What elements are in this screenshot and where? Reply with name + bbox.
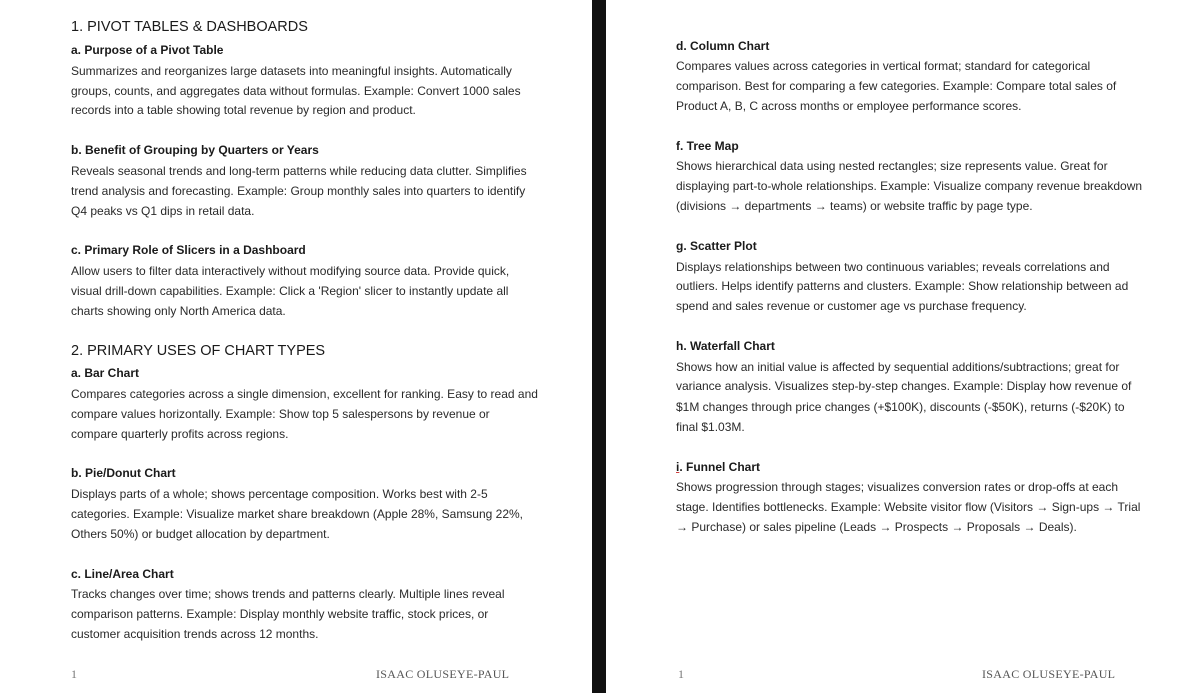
item-heading-line-area-chart: c. Line/Area Chart (71, 567, 174, 581)
item-heading-pie-chart: b. Pie/Donut Chart (71, 466, 176, 480)
section-heading-chart-types: 2. PRIMARY USES OF CHART TYPES (71, 343, 326, 359)
paragraph-line: charts showing only North America data. (71, 304, 286, 318)
item-heading-funnel-chart (676, 460, 760, 474)
document-page-left (0, 0, 592, 693)
paragraph-line: Displays parts of a whole; shows percentage composition. Works best with 2-5 (71, 487, 488, 501)
document-page-right (606, 0, 1200, 693)
paragraph-line: trend analysis and forecasting. Example: Group monthly sales into quarters to identify (71, 184, 526, 198)
paragraph-line: displaying part-to-whole relationships. Example: Visualize company revenue breakdown (676, 179, 1143, 193)
paragraph-line: variance analysis. Visualizes step-by-step changes. Example: Display how revenue of (676, 379, 1132, 393)
paragraph-line: Displays relationships between two continuous variables; reveals correlations and (676, 260, 1110, 274)
paragraph-line: categories. Example: Visualize market share breakdown (Apple 28%, Samsung 22%, (71, 507, 524, 521)
paragraph-line: Reveals seasonal trends and long-term patterns while reducing data clutter. Simplifies (71, 164, 527, 178)
paragraph-line: outliers. Helps identify patterns and clusters. Example: Show relationship between ad (676, 279, 1129, 293)
paragraph-line: Tracks changes over time; shows trends and patterns clearly. Multiple lines reveal (71, 587, 505, 601)
paragraph-line: compare quarterly profits across regions. (71, 427, 289, 441)
paragraph-line: final $1.03M. (676, 420, 745, 434)
item-heading-waterfall-chart: h. Waterfall Chart (676, 339, 775, 353)
paragraph-line: Product A, B, C across months or employee performance scores. (676, 99, 1022, 113)
paragraph-line: Compares values across categories in vertical format; standard for categorical (676, 59, 1091, 73)
paragraph-line: Shows progression through stages; visualizes conversion rates or drop-offs at each (676, 480, 1119, 494)
page-divider (592, 0, 606, 693)
item-heading-slicers: c. Primary Role of Slicers in a Dashboard (71, 243, 306, 257)
paragraph-line: spend and sales revenue or customer age vs purchase frequency. (676, 299, 1027, 313)
paragraph-line: Summarizes and reorganizes large datasets into meaningful insights. Automatically (71, 64, 512, 78)
paragraph-line: $1M changes through price changes (+$100K), discounts (-$50K), returns (-$20K) to (676, 400, 1125, 414)
paragraph-line: groups, counts, and aggregates data without formulas. Example: Convert 1000 sales (71, 84, 521, 98)
paragraph-line: customer acquisition trends across 12 months. (71, 627, 319, 641)
footer-page-number: 1 (678, 667, 684, 681)
paragraph-line: compare values horizontally. Example: Show top 5 salespersons by revenue or (71, 407, 490, 421)
item-heading-purpose-pivot-table: a. Purpose of a Pivot Table (71, 43, 224, 57)
paragraph-line: Shows hierarchical data using nested rectangles; size represents value. Great for (676, 159, 1108, 173)
item-heading-column-chart: d. Column Chart (676, 39, 770, 53)
paragraph-line: comparison. Best for comparing a few categories. Example: Compare total sales of (676, 79, 1117, 93)
paragraph-line: (divisions → departments → teams) or website traffic by page type. (676, 199, 1033, 213)
footer-author: ISAAC OLUSEYE-PAUL (982, 667, 1116, 681)
paragraph-line: → Purchase) or sales pipeline (Leads → Prospects → Proposals → Deals). (676, 520, 1077, 534)
item-heading-scatter-plot: g. Scatter Plot (676, 239, 757, 253)
paragraph-line: comparison patterns. Example: Display monthly website traffic, stock prices, or (71, 607, 489, 621)
paragraph-line: Q4 peaks vs Q1 dips in retail data. (71, 204, 255, 218)
paragraph-line: stage. Identifies bottlenecks. Example: Website visitor flow (Visitors → Sign-ups → Trial (676, 500, 1141, 514)
item-heading-tree-map: f. Tree Map (676, 139, 739, 153)
paragraph-line: Shows how an initial value is affected by sequential additions/subtractions; great for (676, 360, 1120, 374)
section-heading-pivot-tables: 1. PIVOT TABLES & DASHBOARDS (71, 19, 308, 35)
item-heading-bar-chart: a. Bar Chart (71, 366, 140, 380)
paragraph-line: Others 50%) or budget allocation by department. (71, 527, 330, 541)
paragraph-line: Allow users to filter data interactively without modifying source data. Provide quick, (71, 264, 510, 278)
item-heading-grouping-quarters: b. Benefit of Grouping by Quarters or Years (71, 143, 319, 157)
paragraph-line: records into a table showing total revenue by region and product. (71, 103, 416, 117)
footer-page-number: 1 (71, 667, 77, 681)
heading-text: . Funnel Chart (679, 460, 761, 474)
heading-prefix-letter: i (676, 460, 680, 474)
paragraph-line: visual drill-down capabilities. Example: Click a 'Region' slicer to instantly update all (71, 284, 509, 298)
footer-author: ISAAC OLUSEYE-PAUL (376, 667, 510, 681)
paragraph-line: Compares categories across a single dimension, excellent for ranking. Easy to read and (71, 387, 538, 401)
